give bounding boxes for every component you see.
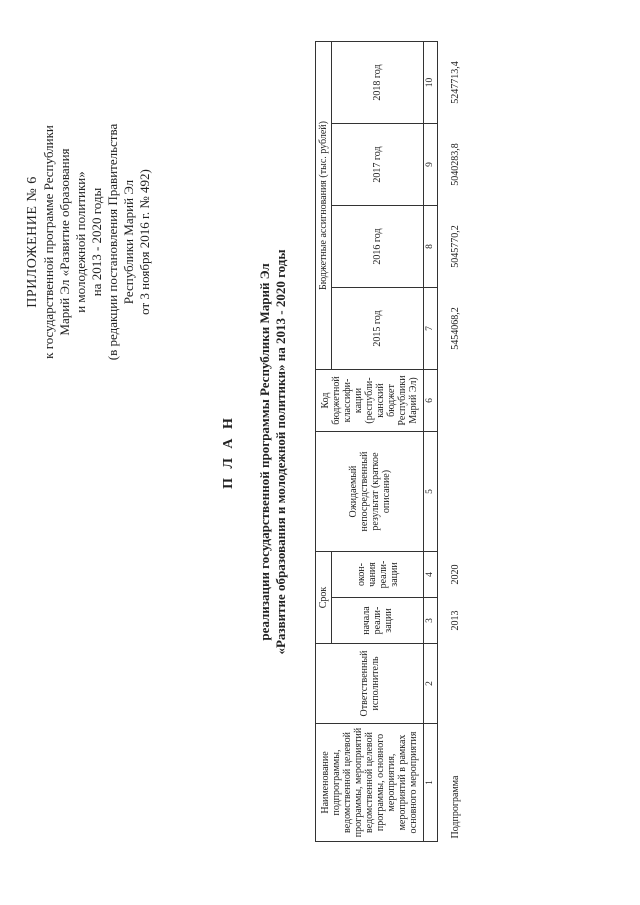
header-2015: 2015 год [332, 288, 424, 370]
appendix-line: и молодежной политики» [73, 171, 88, 313]
appendix-line: на 2013 - 2020 годы [89, 187, 104, 297]
header-term: Срок [316, 552, 332, 644]
plan-subtitle-line: реализации государственной программы Республики Марий Эл [257, 263, 272, 641]
col-number: 3 [424, 598, 438, 644]
appendix-line: к государственной программе Республики [41, 125, 56, 359]
row-value-2018: 5247713,4 [450, 61, 461, 104]
header-result: Ожидаемый непосредственный результат (краткое описание) [316, 432, 424, 552]
header-executor: Ответственный исполнитель [316, 644, 424, 724]
appendix-line: Республики Марий Эл [121, 179, 136, 305]
row-start: 2013 [450, 610, 461, 631]
appendix-header [25, 62, 153, 422]
appendix-number: ПРИЛОЖЕНИЕ № 6 [25, 176, 40, 308]
plan-title: П Л А Н [221, 415, 236, 489]
plan-subtitle-line: «Развитие образования и молодежной политики» на 2013 - 2020 годы [273, 249, 288, 655]
appendix-line: Марий Эл «Развитие образования [57, 148, 72, 336]
row-value-2016: 5045770,2 [450, 225, 461, 268]
header-term-start: начала реали-зации [332, 598, 424, 644]
plan-table [315, 41, 463, 842]
header-2017: 2017 год [332, 124, 424, 206]
table-row [438, 41, 464, 841]
row-end: 2020 [450, 564, 461, 585]
header-budget: Бюджетные ассигнования (тыс. рублей) [316, 41, 332, 369]
appendix-line: от 3 ноября 2016 г. № 492) [137, 169, 152, 315]
header-name: Наименование подпрограммы, ведомственной целевой программы, мероприятий ведомственной целевой программы, основного мероприятия, мероприятий в рамках основного мероприятия [316, 724, 424, 842]
col-number: 9 [424, 124, 438, 206]
col-number: 1 [424, 724, 438, 842]
header-2018: 2018 год [332, 41, 424, 123]
col-number: 6 [424, 370, 438, 432]
row-result [438, 432, 464, 552]
row-value-2015: 5454068,2 [450, 307, 461, 350]
col-number: 4 [424, 552, 438, 598]
col-number: 5 [424, 432, 438, 552]
col-number: 10 [424, 41, 438, 123]
col-number: 7 [424, 288, 438, 370]
document-page [25, 22, 615, 882]
appendix-line: (в редакции постановления Правительства [105, 123, 120, 361]
row-value-2017: 5040283,8 [450, 143, 461, 186]
row-code [438, 370, 464, 432]
row-executor [438, 644, 464, 724]
header-term-end: окон-чания реали-зации [332, 552, 424, 598]
header-code: Код бюджетной классифи-кации (республи-канский бюджет Республики Марий Эл) [316, 370, 424, 432]
header-2016: 2016 год [332, 206, 424, 288]
row-name: Подпрограмма [450, 775, 461, 839]
column-number-row [424, 41, 438, 841]
col-number: 8 [424, 206, 438, 288]
plan-subtitle [257, 22, 289, 882]
col-number: 2 [424, 644, 438, 724]
